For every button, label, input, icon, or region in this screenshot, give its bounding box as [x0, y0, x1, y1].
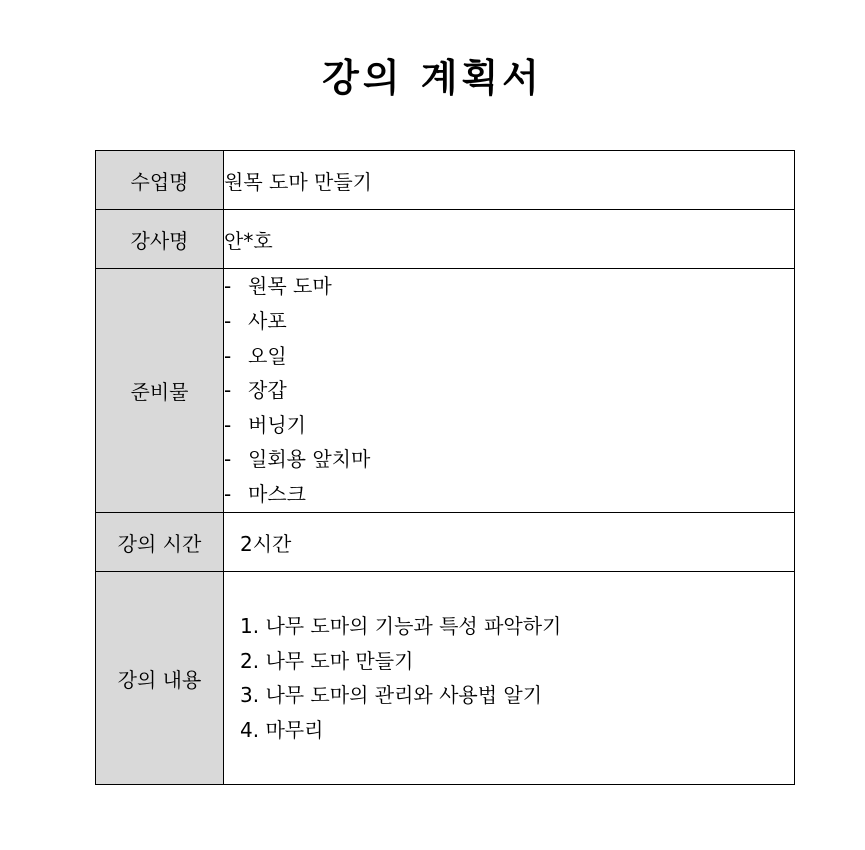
materials-item-text: 일회용 앞치마: [248, 447, 371, 472]
content-item: 1. 나무 도마의 기능과 특성 파악하기: [240, 614, 562, 638]
materials-cell: [224, 269, 795, 513]
time-value: 2시간: [224, 513, 795, 572]
teacher-value: 안*호: [224, 210, 795, 269]
materials-item: - 오일: [224, 343, 287, 368]
materials-row: [96, 269, 795, 513]
time-label: 강의 시간: [96, 513, 224, 572]
time-row: [96, 513, 795, 572]
content-row: [96, 572, 795, 785]
course-value: 원목 도마 만들기: [224, 151, 795, 210]
materials-item: - 일회용 앞치마: [224, 447, 371, 472]
materials-item-text: 오일: [248, 343, 287, 368]
content-item: 2. 나무 도마 만들기: [240, 648, 414, 673]
teacher-row: [96, 210, 795, 269]
document-title: 강의 계획서: [322, 56, 543, 100]
materials-item: - 원목 도마: [224, 274, 332, 299]
content-item: 4. 마무리: [240, 717, 324, 742]
materials-item: - 사포: [224, 309, 287, 334]
course-label: 수업명: [96, 151, 224, 210]
teacher-label: 강사명: [96, 210, 224, 269]
content-label: 강의 내용: [96, 572, 224, 785]
materials-item: - 장갑: [224, 378, 287, 403]
course-row: [96, 151, 795, 210]
materials-list: [224, 269, 794, 511]
materials-item-text: 사포: [248, 309, 287, 334]
content-item: 3. 나무 도마의 관리와 사용법 알기: [240, 683, 543, 707]
content-list: [240, 609, 794, 747]
materials-item-text: 버닝기: [248, 412, 306, 437]
materials-item: - 마스크: [224, 481, 306, 506]
lecture-plan-table: [95, 150, 795, 785]
materials-label: 준비물: [96, 269, 224, 513]
materials-item-text: 원목 도마: [248, 274, 332, 299]
materials-item-text: 장갑: [248, 378, 287, 403]
materials-item-text: 마스크: [248, 481, 306, 506]
content-cell: [224, 572, 795, 785]
materials-item: - 버닝기: [224, 412, 306, 437]
